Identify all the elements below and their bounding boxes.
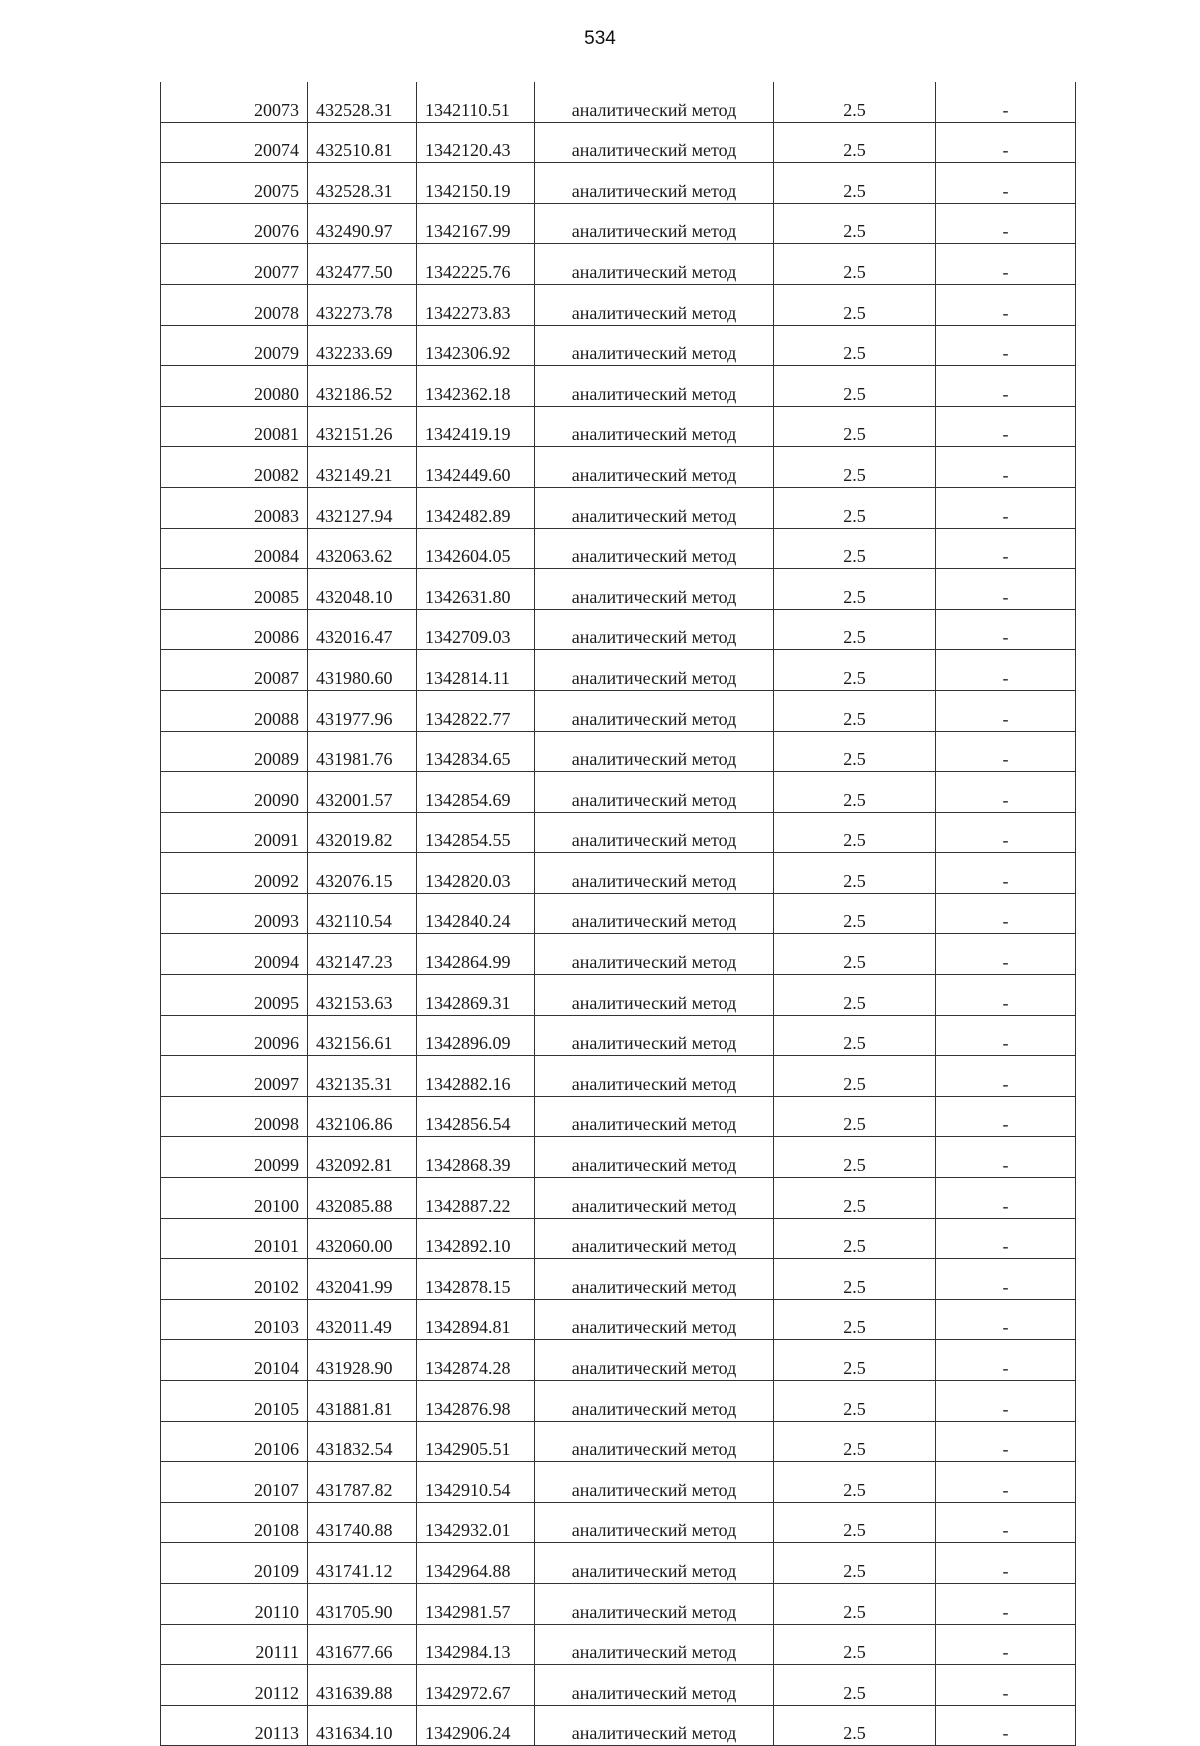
y-coordinate-cell: 1342854.55 <box>417 812 535 853</box>
x-coordinate-cell: 432019.82 <box>308 812 417 853</box>
point-number-cell: 20101 <box>161 1218 308 1259</box>
note-cell: - <box>936 82 1076 122</box>
point-number-cell: 20094 <box>161 934 308 975</box>
y-coordinate-cell: 1342449.60 <box>417 447 535 488</box>
x-coordinate-cell: 432110.54 <box>308 893 417 934</box>
accuracy-cell: 2.5 <box>774 772 936 813</box>
table-row <box>161 812 1076 853</box>
x-coordinate-cell: 432135.31 <box>308 1056 417 1097</box>
note-cell: - <box>936 853 1076 894</box>
accuracy-cell: 2.5 <box>774 163 936 204</box>
y-coordinate-cell: 1342905.51 <box>417 1421 535 1462</box>
y-coordinate-cell: 1342896.09 <box>417 1015 535 1056</box>
table-row <box>161 853 1076 894</box>
accuracy-cell: 2.5 <box>774 1137 936 1178</box>
point-number-cell: 20084 <box>161 528 308 569</box>
y-coordinate-cell: 1342910.54 <box>417 1462 535 1503</box>
accuracy-cell: 2.5 <box>774 1583 936 1624</box>
note-cell: - <box>936 1299 1076 1340</box>
method-cell: аналитический метод <box>535 163 774 204</box>
note-cell: - <box>936 690 1076 731</box>
note-cell: - <box>936 1178 1076 1219</box>
method-cell: аналитический метод <box>535 893 774 934</box>
x-coordinate-cell: 431881.81 <box>308 1381 417 1422</box>
table-row <box>161 1218 1076 1259</box>
note-cell: - <box>936 487 1076 528</box>
accuracy-cell: 2.5 <box>774 569 936 610</box>
accuracy-cell: 2.5 <box>774 1218 936 1259</box>
method-cell: аналитический метод <box>535 569 774 610</box>
accuracy-cell: 2.5 <box>774 853 936 894</box>
accuracy-cell: 2.5 <box>774 487 936 528</box>
table-row <box>161 1340 1076 1381</box>
accuracy-cell: 2.5 <box>774 1705 936 1746</box>
table-row <box>161 203 1076 244</box>
table-row <box>161 1421 1076 1462</box>
table-row <box>161 325 1076 366</box>
table-row <box>161 163 1076 204</box>
x-coordinate-cell: 431677.66 <box>308 1624 417 1665</box>
method-cell: аналитический метод <box>535 1096 774 1137</box>
note-cell: - <box>936 650 1076 691</box>
y-coordinate-cell: 1342419.19 <box>417 406 535 447</box>
point-number-cell: 20097 <box>161 1056 308 1097</box>
accuracy-cell: 2.5 <box>774 82 936 122</box>
accuracy-cell: 2.5 <box>774 447 936 488</box>
accuracy-cell: 2.5 <box>774 325 936 366</box>
table-row <box>161 1502 1076 1543</box>
method-cell: аналитический метод <box>535 82 774 122</box>
x-coordinate-cell: 431977.96 <box>308 690 417 731</box>
point-number-cell: 20092 <box>161 853 308 894</box>
point-number-cell: 20111 <box>161 1624 308 1665</box>
table-row <box>161 893 1076 934</box>
point-number-cell: 20096 <box>161 1015 308 1056</box>
y-coordinate-cell: 1342932.01 <box>417 1502 535 1543</box>
note-cell: - <box>936 731 1076 772</box>
table-body <box>161 82 1076 1746</box>
y-coordinate-cell: 1342882.16 <box>417 1056 535 1097</box>
point-number-cell: 20104 <box>161 1340 308 1381</box>
accuracy-cell: 2.5 <box>774 122 936 163</box>
point-number-cell: 20077 <box>161 244 308 285</box>
accuracy-cell: 2.5 <box>774 1259 936 1300</box>
accuracy-cell: 2.5 <box>774 1543 936 1584</box>
note-cell: - <box>936 1543 1076 1584</box>
coordinates-table <box>160 82 1076 1746</box>
y-coordinate-cell: 1342110.51 <box>417 82 535 122</box>
x-coordinate-cell: 432149.21 <box>308 447 417 488</box>
x-coordinate-cell: 432011.49 <box>308 1299 417 1340</box>
note-cell: - <box>936 893 1076 934</box>
point-number-cell: 20081 <box>161 406 308 447</box>
table-row <box>161 1178 1076 1219</box>
x-coordinate-cell: 432528.31 <box>308 82 417 122</box>
x-coordinate-cell: 431980.60 <box>308 650 417 691</box>
method-cell: аналитический метод <box>535 487 774 528</box>
note-cell: - <box>936 934 1076 975</box>
point-number-cell: 20109 <box>161 1543 308 1584</box>
x-coordinate-cell: 432060.00 <box>308 1218 417 1259</box>
table-row <box>161 1705 1076 1746</box>
accuracy-cell: 2.5 <box>774 1015 936 1056</box>
y-coordinate-cell: 1342306.92 <box>417 325 535 366</box>
method-cell: аналитический метод <box>535 1543 774 1584</box>
point-number-cell: 20106 <box>161 1421 308 1462</box>
table-row <box>161 1015 1076 1056</box>
table-row <box>161 447 1076 488</box>
method-cell: аналитический метод <box>535 609 774 650</box>
point-number-cell: 20102 <box>161 1259 308 1300</box>
accuracy-cell: 2.5 <box>774 244 936 285</box>
x-coordinate-cell: 432528.31 <box>308 163 417 204</box>
table-row <box>161 650 1076 691</box>
y-coordinate-cell: 1342709.03 <box>417 609 535 650</box>
y-coordinate-cell: 1342876.98 <box>417 1381 535 1422</box>
accuracy-cell: 2.5 <box>774 1381 936 1422</box>
y-coordinate-cell: 1342482.89 <box>417 487 535 528</box>
x-coordinate-cell: 432076.15 <box>308 853 417 894</box>
y-coordinate-cell: 1342631.80 <box>417 569 535 610</box>
point-number-cell: 20079 <box>161 325 308 366</box>
point-number-cell: 20089 <box>161 731 308 772</box>
note-cell: - <box>936 528 1076 569</box>
note-cell: - <box>936 1340 1076 1381</box>
point-number-cell: 20113 <box>161 1705 308 1746</box>
x-coordinate-cell: 431981.76 <box>308 731 417 772</box>
accuracy-cell: 2.5 <box>774 812 936 853</box>
x-coordinate-cell: 432063.62 <box>308 528 417 569</box>
accuracy-cell: 2.5 <box>774 1462 936 1503</box>
table-row <box>161 731 1076 772</box>
y-coordinate-cell: 1342362.18 <box>417 366 535 407</box>
accuracy-cell: 2.5 <box>774 284 936 325</box>
table-row <box>161 122 1076 163</box>
method-cell: аналитический метод <box>535 1056 774 1097</box>
accuracy-cell: 2.5 <box>774 893 936 934</box>
note-cell: - <box>936 447 1076 488</box>
note-cell: - <box>936 812 1076 853</box>
note-cell: - <box>936 1665 1076 1706</box>
method-cell: аналитический метод <box>535 1583 774 1624</box>
y-coordinate-cell: 1342906.24 <box>417 1705 535 1746</box>
note-cell: - <box>936 1056 1076 1097</box>
x-coordinate-cell: 432147.23 <box>308 934 417 975</box>
method-cell: аналитический метод <box>535 772 774 813</box>
accuracy-cell: 2.5 <box>774 1056 936 1097</box>
x-coordinate-cell: 432041.99 <box>308 1259 417 1300</box>
x-coordinate-cell: 432490.97 <box>308 203 417 244</box>
method-cell: аналитический метод <box>535 853 774 894</box>
method-cell: аналитический метод <box>535 1421 774 1462</box>
method-cell: аналитический метод <box>535 1137 774 1178</box>
x-coordinate-cell: 432273.78 <box>308 284 417 325</box>
note-cell: - <box>936 1705 1076 1746</box>
note-cell: - <box>936 1259 1076 1300</box>
point-number-cell: 20087 <box>161 650 308 691</box>
note-cell: - <box>936 1218 1076 1259</box>
point-number-cell: 20091 <box>161 812 308 853</box>
x-coordinate-cell: 432477.50 <box>308 244 417 285</box>
accuracy-cell: 2.5 <box>774 1178 936 1219</box>
y-coordinate-cell: 1342972.67 <box>417 1665 535 1706</box>
table-row <box>161 244 1076 285</box>
point-number-cell: 20100 <box>161 1178 308 1219</box>
method-cell: аналитический метод <box>535 366 774 407</box>
table-row <box>161 1381 1076 1422</box>
method-cell: аналитический метод <box>535 1299 774 1340</box>
x-coordinate-cell: 432510.81 <box>308 122 417 163</box>
method-cell: аналитический метод <box>535 650 774 691</box>
x-coordinate-cell: 431832.54 <box>308 1421 417 1462</box>
note-cell: - <box>936 284 1076 325</box>
method-cell: аналитический метод <box>535 812 774 853</box>
table-row <box>161 1137 1076 1178</box>
accuracy-cell: 2.5 <box>774 690 936 731</box>
point-number-cell: 20073 <box>161 82 308 122</box>
table-row <box>161 406 1076 447</box>
point-number-cell: 20085 <box>161 569 308 610</box>
y-coordinate-cell: 1342964.88 <box>417 1543 535 1584</box>
note-cell: - <box>936 975 1076 1016</box>
method-cell: аналитический метод <box>535 528 774 569</box>
note-cell: - <box>936 122 1076 163</box>
method-cell: аналитический метод <box>535 1015 774 1056</box>
note-cell: - <box>936 1583 1076 1624</box>
accuracy-cell: 2.5 <box>774 1665 936 1706</box>
table-row <box>161 528 1076 569</box>
x-coordinate-cell: 432153.63 <box>308 975 417 1016</box>
y-coordinate-cell: 1342854.69 <box>417 772 535 813</box>
y-coordinate-cell: 1342167.99 <box>417 203 535 244</box>
table-row <box>161 934 1076 975</box>
x-coordinate-cell: 432092.81 <box>308 1137 417 1178</box>
method-cell: аналитический метод <box>535 203 774 244</box>
note-cell: - <box>936 244 1076 285</box>
y-coordinate-cell: 1342273.83 <box>417 284 535 325</box>
point-number-cell: 20080 <box>161 366 308 407</box>
note-cell: - <box>936 325 1076 366</box>
point-number-cell: 20082 <box>161 447 308 488</box>
y-coordinate-cell: 1342892.10 <box>417 1218 535 1259</box>
y-coordinate-cell: 1342894.81 <box>417 1299 535 1340</box>
method-cell: аналитический метод <box>535 1705 774 1746</box>
accuracy-cell: 2.5 <box>774 1340 936 1381</box>
x-coordinate-cell: 432016.47 <box>308 609 417 650</box>
x-coordinate-cell: 432156.61 <box>308 1015 417 1056</box>
note-cell: - <box>936 609 1076 650</box>
y-coordinate-cell: 1342604.05 <box>417 528 535 569</box>
point-number-cell: 20110 <box>161 1583 308 1624</box>
method-cell: аналитический метод <box>535 1218 774 1259</box>
point-number-cell: 20105 <box>161 1381 308 1422</box>
method-cell: аналитический метод <box>535 1665 774 1706</box>
point-number-cell: 20075 <box>161 163 308 204</box>
accuracy-cell: 2.5 <box>774 203 936 244</box>
table-row <box>161 690 1076 731</box>
note-cell: - <box>936 406 1076 447</box>
point-number-cell: 20108 <box>161 1502 308 1543</box>
y-coordinate-cell: 1342984.13 <box>417 1624 535 1665</box>
accuracy-cell: 2.5 <box>774 366 936 407</box>
accuracy-cell: 2.5 <box>774 975 936 1016</box>
x-coordinate-cell: 432085.88 <box>308 1178 417 1219</box>
x-coordinate-cell: 431639.88 <box>308 1665 417 1706</box>
x-coordinate-cell: 432106.86 <box>308 1096 417 1137</box>
x-coordinate-cell: 432186.52 <box>308 366 417 407</box>
point-number-cell: 20086 <box>161 609 308 650</box>
method-cell: аналитический метод <box>535 244 774 285</box>
point-number-cell: 20107 <box>161 1462 308 1503</box>
accuracy-cell: 2.5 <box>774 528 936 569</box>
method-cell: аналитический метод <box>535 325 774 366</box>
y-coordinate-cell: 1342868.39 <box>417 1137 535 1178</box>
method-cell: аналитический метод <box>535 975 774 1016</box>
point-number-cell: 20076 <box>161 203 308 244</box>
method-cell: аналитический метод <box>535 1340 774 1381</box>
table-row <box>161 487 1076 528</box>
method-cell: аналитический метод <box>535 284 774 325</box>
y-coordinate-cell: 1342120.43 <box>417 122 535 163</box>
accuracy-cell: 2.5 <box>774 934 936 975</box>
point-number-cell: 20112 <box>161 1665 308 1706</box>
point-number-cell: 20093 <box>161 893 308 934</box>
point-number-cell: 20098 <box>161 1096 308 1137</box>
y-coordinate-cell: 1342856.54 <box>417 1096 535 1137</box>
accuracy-cell: 2.5 <box>774 406 936 447</box>
note-cell: - <box>936 1462 1076 1503</box>
table-row <box>161 1543 1076 1584</box>
table-row <box>161 569 1076 610</box>
note-cell: - <box>936 163 1076 204</box>
x-coordinate-cell: 431787.82 <box>308 1462 417 1503</box>
accuracy-cell: 2.5 <box>774 731 936 772</box>
note-cell: - <box>936 203 1076 244</box>
table-row <box>161 772 1076 813</box>
note-cell: - <box>936 1381 1076 1422</box>
table-row <box>161 1056 1076 1097</box>
table-row <box>161 1624 1076 1665</box>
point-number-cell: 20074 <box>161 122 308 163</box>
note-cell: - <box>936 569 1076 610</box>
method-cell: аналитический метод <box>535 1624 774 1665</box>
method-cell: аналитический метод <box>535 1178 774 1219</box>
note-cell: - <box>936 1096 1076 1137</box>
accuracy-cell: 2.5 <box>774 609 936 650</box>
point-number-cell: 20078 <box>161 284 308 325</box>
y-coordinate-cell: 1342981.57 <box>417 1583 535 1624</box>
point-number-cell: 20095 <box>161 975 308 1016</box>
y-coordinate-cell: 1342820.03 <box>417 853 535 894</box>
point-number-cell: 20099 <box>161 1137 308 1178</box>
method-cell: аналитический метод <box>535 1381 774 1422</box>
y-coordinate-cell: 1342822.77 <box>417 690 535 731</box>
table-row <box>161 1583 1076 1624</box>
method-cell: аналитический метод <box>535 1502 774 1543</box>
table-row <box>161 1665 1076 1706</box>
method-cell: аналитический метод <box>535 122 774 163</box>
point-number-cell: 20083 <box>161 487 308 528</box>
table-row <box>161 284 1076 325</box>
table-row <box>161 975 1076 1016</box>
y-coordinate-cell: 1342874.28 <box>417 1340 535 1381</box>
note-cell: - <box>936 366 1076 407</box>
x-coordinate-cell: 431928.90 <box>308 1340 417 1381</box>
table-row <box>161 609 1076 650</box>
accuracy-cell: 2.5 <box>774 1096 936 1137</box>
method-cell: аналитический метод <box>535 1462 774 1503</box>
y-coordinate-cell: 1342814.11 <box>417 650 535 691</box>
y-coordinate-cell: 1342150.19 <box>417 163 535 204</box>
y-coordinate-cell: 1342864.99 <box>417 934 535 975</box>
accuracy-cell: 2.5 <box>774 1299 936 1340</box>
point-number-cell: 20088 <box>161 690 308 731</box>
x-coordinate-cell: 432001.57 <box>308 772 417 813</box>
table-row <box>161 1299 1076 1340</box>
accuracy-cell: 2.5 <box>774 1421 936 1462</box>
method-cell: аналитический метод <box>535 1259 774 1300</box>
method-cell: аналитический метод <box>535 731 774 772</box>
x-coordinate-cell: 432233.69 <box>308 325 417 366</box>
page-number: 534 <box>584 28 616 49</box>
x-coordinate-cell: 431740.88 <box>308 1502 417 1543</box>
point-number-cell: 20103 <box>161 1299 308 1340</box>
note-cell: - <box>936 1137 1076 1178</box>
method-cell: аналитический метод <box>535 447 774 488</box>
x-coordinate-cell: 431741.12 <box>308 1543 417 1584</box>
y-coordinate-cell: 1342878.15 <box>417 1259 535 1300</box>
table-row <box>161 366 1076 407</box>
x-coordinate-cell: 431634.10 <box>308 1705 417 1746</box>
table-row <box>161 82 1076 122</box>
note-cell: - <box>936 772 1076 813</box>
y-coordinate-cell: 1342834.65 <box>417 731 535 772</box>
accuracy-cell: 2.5 <box>774 650 936 691</box>
y-coordinate-cell: 1342869.31 <box>417 975 535 1016</box>
x-coordinate-cell: 432048.10 <box>308 569 417 610</box>
accuracy-cell: 2.5 <box>774 1624 936 1665</box>
x-coordinate-cell: 431705.90 <box>308 1583 417 1624</box>
y-coordinate-cell: 1342840.24 <box>417 893 535 934</box>
note-cell: - <box>936 1502 1076 1543</box>
table-row <box>161 1259 1076 1300</box>
method-cell: аналитический метод <box>535 406 774 447</box>
accuracy-cell: 2.5 <box>774 1502 936 1543</box>
note-cell: - <box>936 1421 1076 1462</box>
table-row <box>161 1096 1076 1137</box>
method-cell: аналитический метод <box>535 690 774 731</box>
y-coordinate-cell: 1342225.76 <box>417 244 535 285</box>
table-row <box>161 1462 1076 1503</box>
x-coordinate-cell: 432127.94 <box>308 487 417 528</box>
note-cell: - <box>936 1624 1076 1665</box>
method-cell: аналитический метод <box>535 934 774 975</box>
note-cell: - <box>936 1015 1076 1056</box>
point-number-cell: 20090 <box>161 772 308 813</box>
y-coordinate-cell: 1342887.22 <box>417 1178 535 1219</box>
x-coordinate-cell: 432151.26 <box>308 406 417 447</box>
